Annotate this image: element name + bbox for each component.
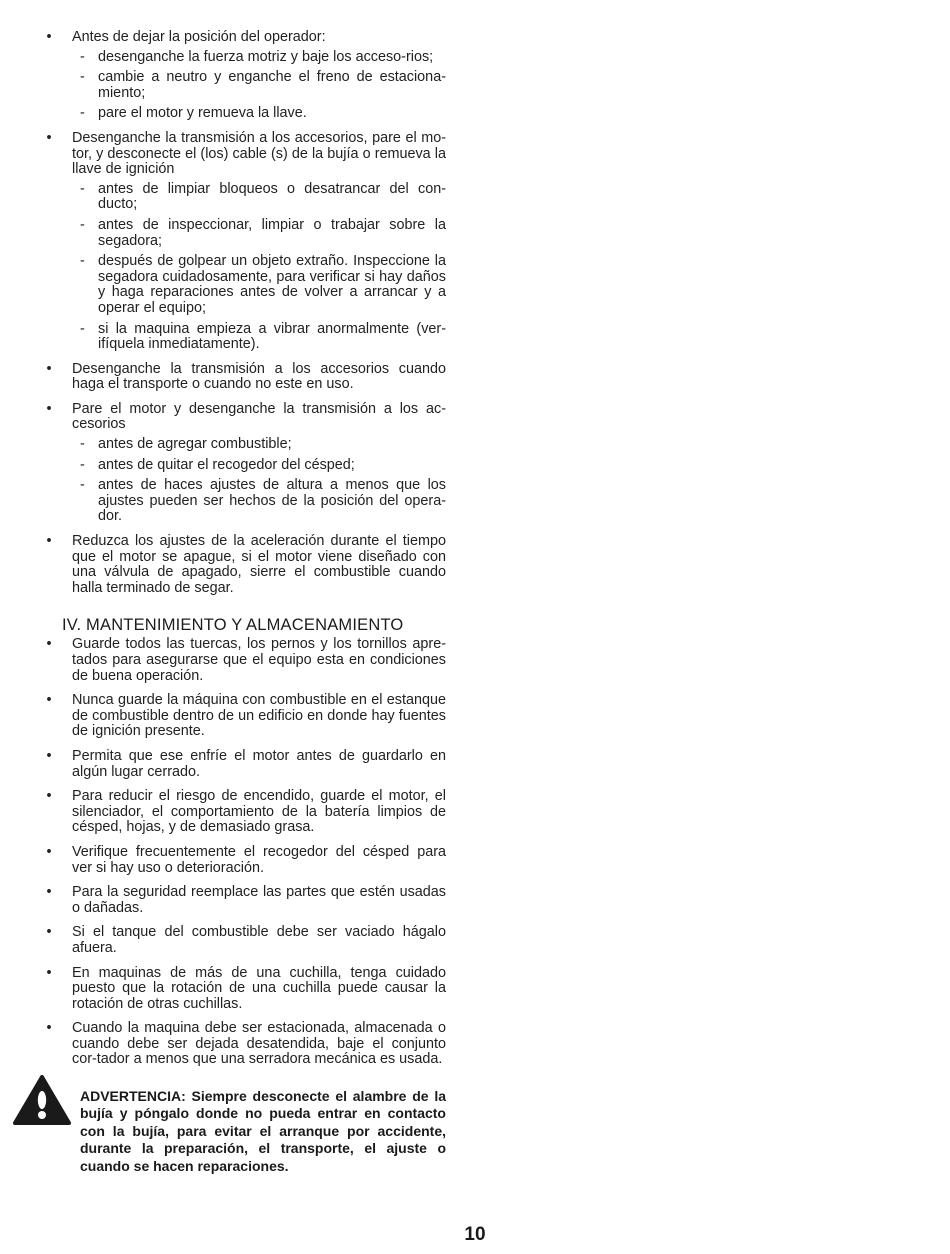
sub-list bbox=[72, 182, 446, 353]
bullet: • bbox=[46, 924, 52, 941]
dash: - bbox=[80, 253, 85, 270]
item-text: Pare el motor y desenganche la transmisión a los ac-cesorios bbox=[72, 400, 446, 433]
dash: - bbox=[80, 320, 85, 337]
dash: - bbox=[80, 48, 85, 65]
sub-item-text: antes de limpiar bloqueos o desatrancar del con-ducto; bbox=[98, 180, 446, 213]
top-list bbox=[44, 30, 446, 596]
sub-item-text: después de golpear un objeto extraño. Inspeccione la segadora cuidadosamente, para verificar si hay daños y haga reparaciones antes de volver a arrancar y a operar el equipo; bbox=[98, 253, 446, 316]
item-text: Nunca guarde la máquina con combustible en el estanque de combustible dentro de un edificio en donde hay fuentes de ignición presente. bbox=[72, 692, 446, 740]
warning-triangle-icon bbox=[12, 1074, 72, 1126]
sub-item bbox=[72, 106, 446, 122]
item-text: En maquinas de más de una cuchilla, tenga cuidado puesto que la rotación de una cuchilla puede causar la rotación de otras cuchillas. bbox=[72, 964, 446, 1012]
sub-item-text: antes de haces ajustes de altura a menos que los ajustes pueden ser hechos de la posición del opera-dor. bbox=[98, 477, 446, 525]
item-text: Desenganche la transmisión a los accesorios, pare el mo-tor, y desconecte el (los) cable (s) de la bujía o remueva la llave de ignición bbox=[72, 129, 446, 178]
dash: - bbox=[80, 216, 85, 233]
item-text: Antes de dejar la posición del operador: bbox=[72, 29, 326, 45]
bullet: • bbox=[46, 964, 52, 981]
item-text: Para reducir el riesgo de encendido, guarde el motor, el silenciador, el comportamiento de la batería limpios de césped, hojas, y de demasiado grasa. bbox=[72, 788, 446, 836]
section-title: IV. MANTENIMIENTO Y ALMACENAMIENTO bbox=[62, 616, 404, 635]
bullet: • bbox=[46, 400, 52, 417]
sub-item bbox=[72, 478, 446, 525]
bullet: • bbox=[46, 1020, 52, 1037]
item-text: Si el tanque del combustible debe ser vaciado hágalo afuera. bbox=[72, 924, 446, 956]
list-item bbox=[44, 966, 446, 1013]
sub-item bbox=[72, 70, 446, 101]
bullet: • bbox=[46, 884, 52, 901]
sub-item-text: cambie a neutro y enganche el freno de estaciona-miento; bbox=[98, 69, 446, 101]
dash: - bbox=[80, 456, 85, 473]
bullet: • bbox=[46, 636, 52, 653]
item-text: Para la seguridad reemplace las partes que estén usadas o dañadas. bbox=[72, 884, 446, 916]
dash: - bbox=[80, 436, 85, 453]
maintenance-list bbox=[44, 637, 446, 1068]
sub-item bbox=[72, 218, 446, 249]
sub-item bbox=[72, 182, 446, 213]
sub-item-text: desenganche la fuerza motriz y baje los acceso-rios; bbox=[98, 48, 434, 65]
bullet: • bbox=[46, 129, 52, 146]
sub-list bbox=[72, 437, 446, 525]
bullet: • bbox=[46, 843, 52, 860]
sub-item bbox=[72, 322, 446, 353]
item-text: Desenganche la transmisión a los accesorios cuando haga el transporte o cuando no este en uso. bbox=[72, 360, 446, 393]
item-text: Verifique frecuentemente el recogedor del césped para ver si hay uso o deterioración. bbox=[72, 843, 446, 876]
sub-item bbox=[72, 458, 446, 474]
list-item bbox=[44, 637, 446, 684]
list-item bbox=[44, 693, 446, 740]
item-text: Cuando la maquina debe ser estacionada, almacenada o cuando debe ser dejada desatendida, baje el conjunto cor-tador a menos que una serradora mecánica es usada. bbox=[72, 1020, 446, 1068]
item-text: Permita que ese enfríe el motor antes de guardarlo en algún lugar cerrado. bbox=[72, 747, 446, 780]
list-item bbox=[44, 534, 446, 596]
page-number: 10 bbox=[464, 1224, 486, 1245]
list-item bbox=[44, 1021, 446, 1068]
dash: - bbox=[80, 477, 85, 494]
list-item bbox=[44, 845, 446, 876]
sub-item bbox=[72, 437, 446, 453]
list-item bbox=[44, 30, 446, 122]
content-column bbox=[44, 30, 446, 1175]
list-item bbox=[44, 362, 446, 393]
sub-item bbox=[72, 254, 446, 316]
bullet: • bbox=[46, 692, 52, 709]
warning-block bbox=[44, 1088, 446, 1175]
sub-item-text: antes de inspeccionar, limpiar o trabajar sobre la segadora; bbox=[98, 216, 446, 249]
sub-list bbox=[72, 50, 446, 122]
item-text: Guarde todos las tuercas, los pernos y los tornillos apre-tados para asegurarse que el equipo esta en condiciones de buena operación. bbox=[72, 636, 446, 684]
list-item bbox=[44, 789, 446, 836]
dash: - bbox=[80, 69, 85, 86]
warning-text: ADVERTENCIA: Siempre desconecte el alambre de la bujía y póngalo donde no pueda entrar en contacto con la bujía, para evitar el arranque por accidente, durante la preparación, el transporte, el ajuste o cuando se hacen reparaciones. bbox=[80, 1088, 446, 1174]
bullet: • bbox=[46, 747, 52, 764]
bullet: • bbox=[46, 29, 52, 45]
sub-item-text: antes de agregar combustible; bbox=[98, 436, 292, 453]
dash: - bbox=[80, 105, 85, 122]
sub-item-text: si la maquina empieza a vibrar anormalmente (ver-ifíquela inmediatamente). bbox=[98, 320, 446, 353]
list-item bbox=[44, 402, 446, 525]
sub-item-text: pare el motor y remueva la llave. bbox=[98, 105, 307, 122]
list-item bbox=[44, 925, 446, 956]
list-item bbox=[44, 749, 446, 780]
bullet: • bbox=[46, 788, 52, 805]
bullet: • bbox=[46, 360, 52, 377]
list-item bbox=[44, 885, 446, 916]
list-item bbox=[44, 131, 446, 353]
dash: - bbox=[80, 180, 85, 197]
item-text: Reduzca los ajustes de la aceleración durante el tiempo que el motor se apague, si el motor viene diseñado con una válvula de apagado, sierre el combustible cuando halla terminado de segar. bbox=[72, 533, 446, 596]
bullet: • bbox=[46, 533, 52, 550]
sub-item bbox=[72, 50, 446, 66]
sub-item-text: antes de quitar el recogedor del césped; bbox=[98, 456, 355, 473]
